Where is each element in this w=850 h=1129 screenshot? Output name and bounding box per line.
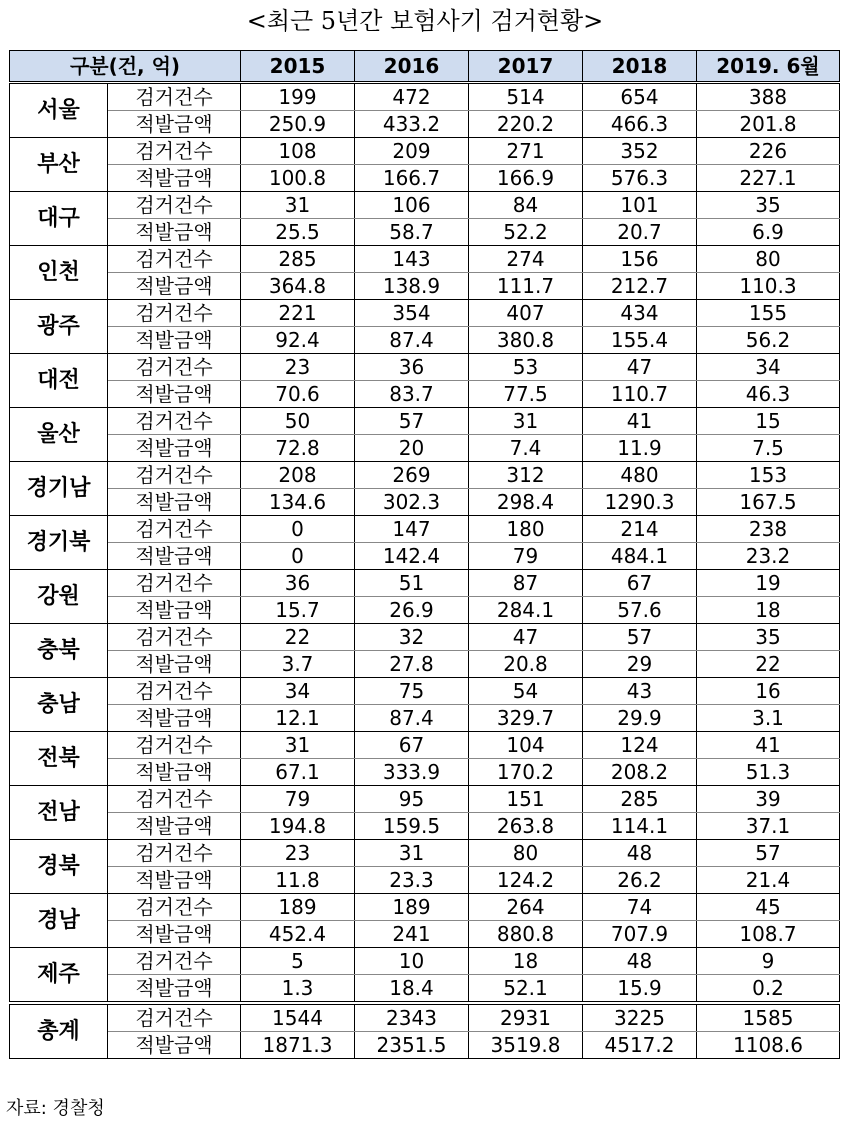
- amount-cell: 87.4: [355, 327, 469, 354]
- count-cell: 35: [697, 624, 840, 651]
- amount-cell: 29: [583, 651, 697, 678]
- amount-cell: 56.2: [697, 327, 840, 354]
- table-row: [10, 219, 840, 246]
- amount-cell: 155.4: [583, 327, 697, 354]
- table-row: [10, 273, 840, 300]
- metric-label-amount: 적발금액: [108, 597, 241, 624]
- amount-cell: 18: [697, 597, 840, 624]
- count-cell: 51: [355, 570, 469, 597]
- count-cell: 407: [469, 300, 583, 327]
- count-cell: 156: [583, 246, 697, 273]
- table-body: [10, 83, 840, 1059]
- count-cell: 74: [583, 894, 697, 921]
- amount-cell: 58.7: [355, 219, 469, 246]
- table-row: [10, 300, 840, 327]
- amount-cell: 3.1: [697, 705, 840, 732]
- region-cell: 충북: [10, 624, 108, 678]
- amount-cell: 37.1: [697, 813, 840, 840]
- amount-cell: 83.7: [355, 381, 469, 408]
- count-cell: 39: [697, 786, 840, 813]
- count-cell: 57: [583, 624, 697, 651]
- amount-cell: 27.8: [355, 651, 469, 678]
- count-cell: 5: [241, 948, 355, 975]
- metric-label-count: 검거건수: [108, 354, 241, 381]
- count-cell: 80: [469, 840, 583, 867]
- table-row: [10, 678, 840, 705]
- metric-label-amount: 적발금액: [108, 273, 241, 300]
- amount-cell: 380.8: [469, 327, 583, 354]
- count-cell: 271: [469, 138, 583, 165]
- metric-label-amount: 적발금액: [108, 489, 241, 516]
- count-cell: 41: [697, 732, 840, 759]
- table-row: [10, 327, 840, 354]
- metric-label-count: 검거건수: [108, 83, 241, 111]
- metric-label-amount: 적발금액: [108, 327, 241, 354]
- metric-label-amount: 적발금액: [108, 813, 241, 840]
- count-cell: 221: [241, 300, 355, 327]
- table-row: [10, 111, 840, 138]
- header-year: 2015: [241, 51, 355, 83]
- region-cell: 제주: [10, 948, 108, 1004]
- count-cell: 16: [697, 678, 840, 705]
- count-cell: 269: [355, 462, 469, 489]
- amount-cell: 212.7: [583, 273, 697, 300]
- count-cell: 654: [583, 83, 697, 111]
- region-cell: 광주: [10, 300, 108, 354]
- table-row: [10, 543, 840, 570]
- count-cell: 80: [697, 246, 840, 273]
- amount-cell: 110.3: [697, 273, 840, 300]
- amount-cell: 208.2: [583, 759, 697, 786]
- count-cell: 312: [469, 462, 583, 489]
- amount-cell: 70.6: [241, 381, 355, 408]
- count-cell: 209: [355, 138, 469, 165]
- region-cell: 대구: [10, 192, 108, 246]
- table-row: [10, 948, 840, 975]
- amount-cell: 26.9: [355, 597, 469, 624]
- metric-label-count: 검거건수: [108, 516, 241, 543]
- table-row: [10, 246, 840, 273]
- region-cell: 경남: [10, 894, 108, 948]
- metric-label-count: 검거건수: [108, 138, 241, 165]
- metric-label-count: 검거건수: [108, 894, 241, 921]
- amount-cell: 100.8: [241, 165, 355, 192]
- count-cell: 87: [469, 570, 583, 597]
- amount-cell: 166.7: [355, 165, 469, 192]
- amount-cell: 25.5: [241, 219, 355, 246]
- amount-cell: 26.2: [583, 867, 697, 894]
- count-cell: 108: [241, 138, 355, 165]
- table-row: [10, 705, 840, 732]
- count-cell: 34: [241, 678, 355, 705]
- metric-label-amount: 적발금액: [108, 921, 241, 948]
- amount-cell: 1871.3: [241, 1032, 355, 1059]
- count-cell: 34: [697, 354, 840, 381]
- metric-label-amount: 적발금액: [108, 651, 241, 678]
- amount-cell: 364.8: [241, 273, 355, 300]
- count-cell: 57: [697, 840, 840, 867]
- table-row: [10, 1032, 840, 1059]
- amount-cell: 20.8: [469, 651, 583, 678]
- metric-label-amount: 적발금액: [108, 111, 241, 138]
- count-cell: 226: [697, 138, 840, 165]
- amount-cell: 11.9: [583, 435, 697, 462]
- table-row: [10, 138, 840, 165]
- table-row: [10, 192, 840, 219]
- amount-cell: 250.9: [241, 111, 355, 138]
- metric-label-amount: 적발금액: [108, 1032, 241, 1059]
- metric-label-count: 검거건수: [108, 246, 241, 273]
- amount-cell: 11.8: [241, 867, 355, 894]
- count-cell: 84: [469, 192, 583, 219]
- amount-cell: 1290.3: [583, 489, 697, 516]
- table-row: [10, 975, 840, 1004]
- count-cell: 41: [583, 408, 697, 435]
- region-cell: 서울: [10, 83, 108, 138]
- amount-cell: 1108.6: [697, 1032, 840, 1059]
- amount-cell: 7.4: [469, 435, 583, 462]
- amount-cell: 12.1: [241, 705, 355, 732]
- table-row: [10, 867, 840, 894]
- count-cell: 104: [469, 732, 583, 759]
- amount-cell: 134.6: [241, 489, 355, 516]
- count-cell: 31: [241, 732, 355, 759]
- count-cell: 9: [697, 948, 840, 975]
- amount-cell: 110.7: [583, 381, 697, 408]
- amount-cell: 201.8: [697, 111, 840, 138]
- amount-cell: 298.4: [469, 489, 583, 516]
- metric-label-count: 검거건수: [108, 678, 241, 705]
- amount-cell: 6.9: [697, 219, 840, 246]
- metric-label-amount: 적발금액: [108, 759, 241, 786]
- amount-cell: 114.1: [583, 813, 697, 840]
- count-cell: 53: [469, 354, 583, 381]
- region-cell: 경기남: [10, 462, 108, 516]
- count-cell: 1585: [697, 1003, 840, 1032]
- table-row: [10, 759, 840, 786]
- header-year: 2018: [583, 51, 697, 83]
- amount-cell: 57.6: [583, 597, 697, 624]
- count-cell: 354: [355, 300, 469, 327]
- amount-cell: 51.3: [697, 759, 840, 786]
- amount-cell: 87.4: [355, 705, 469, 732]
- amount-cell: 77.5: [469, 381, 583, 408]
- count-cell: 147: [355, 516, 469, 543]
- table-row: [10, 786, 840, 813]
- count-cell: 189: [355, 894, 469, 921]
- count-cell: 47: [469, 624, 583, 651]
- amount-cell: 166.9: [469, 165, 583, 192]
- count-cell: 189: [241, 894, 355, 921]
- table-row: [10, 435, 840, 462]
- amount-cell: 576.3: [583, 165, 697, 192]
- amount-cell: 23.2: [697, 543, 840, 570]
- region-cell: 총계: [10, 1003, 108, 1059]
- region-cell: 강원: [10, 570, 108, 624]
- count-cell: 47: [583, 354, 697, 381]
- metric-label-count: 검거건수: [108, 732, 241, 759]
- header-year: 2019. 6월: [697, 51, 840, 83]
- count-cell: 208: [241, 462, 355, 489]
- amount-cell: 20: [355, 435, 469, 462]
- metric-label-amount: 적발금액: [108, 705, 241, 732]
- amount-cell: 79: [469, 543, 583, 570]
- table-row: [10, 894, 840, 921]
- amount-cell: 227.1: [697, 165, 840, 192]
- table-row: [10, 354, 840, 381]
- table-row: [10, 462, 840, 489]
- count-cell: 151: [469, 786, 583, 813]
- amount-cell: 284.1: [469, 597, 583, 624]
- table-row: [10, 921, 840, 948]
- count-cell: 15: [697, 408, 840, 435]
- table-row: [10, 83, 840, 111]
- amount-cell: 302.3: [355, 489, 469, 516]
- table-title: <최근 5년간 보험사기 검거현황>: [246, 7, 604, 35]
- metric-label-amount: 적발금액: [108, 219, 241, 246]
- metric-label-count: 검거건수: [108, 408, 241, 435]
- metric-label-amount: 적발금액: [108, 543, 241, 570]
- metric-label-amount: 적발금액: [108, 867, 241, 894]
- table-row: [10, 570, 840, 597]
- amount-cell: 52.1: [469, 975, 583, 1004]
- amount-cell: 52.2: [469, 219, 583, 246]
- count-cell: 238: [697, 516, 840, 543]
- amount-cell: 92.4: [241, 327, 355, 354]
- amount-cell: 124.2: [469, 867, 583, 894]
- table-row: [10, 516, 840, 543]
- count-cell: 388: [697, 83, 840, 111]
- amount-cell: 23.3: [355, 867, 469, 894]
- amount-cell: 1.3: [241, 975, 355, 1004]
- fraud-table: [9, 50, 840, 1059]
- count-cell: 36: [241, 570, 355, 597]
- amount-cell: 433.2: [355, 111, 469, 138]
- count-cell: 352: [583, 138, 697, 165]
- metric-label-count: 검거건수: [108, 300, 241, 327]
- count-cell: 274: [469, 246, 583, 273]
- count-cell: 106: [355, 192, 469, 219]
- count-cell: 153: [697, 462, 840, 489]
- table-row: [10, 408, 840, 435]
- amount-cell: 452.4: [241, 921, 355, 948]
- count-cell: 180: [469, 516, 583, 543]
- header-row: [10, 51, 840, 83]
- header-year: 2017: [469, 51, 583, 83]
- count-cell: 45: [697, 894, 840, 921]
- count-cell: 264: [469, 894, 583, 921]
- metric-label-amount: 적발금액: [108, 975, 241, 1004]
- region-cell: 충남: [10, 678, 108, 732]
- table-row: [10, 381, 840, 408]
- amount-cell: 111.7: [469, 273, 583, 300]
- count-cell: 79: [241, 786, 355, 813]
- metric-label-count: 검거건수: [108, 948, 241, 975]
- table-row: [10, 651, 840, 678]
- amount-cell: 21.4: [697, 867, 840, 894]
- amount-cell: 22: [697, 651, 840, 678]
- amount-cell: 466.3: [583, 111, 697, 138]
- count-cell: 101: [583, 192, 697, 219]
- amount-cell: 18.4: [355, 975, 469, 1004]
- amount-cell: 29.9: [583, 705, 697, 732]
- amount-cell: 220.2: [469, 111, 583, 138]
- amount-cell: 4517.2: [583, 1032, 697, 1059]
- metric-label-count: 검거건수: [108, 462, 241, 489]
- amount-cell: 241: [355, 921, 469, 948]
- count-cell: 54: [469, 678, 583, 705]
- header-category: 구분(건, 억): [10, 51, 241, 83]
- table-row: [10, 840, 840, 867]
- amount-cell: 108.7: [697, 921, 840, 948]
- metric-label-count: 검거건수: [108, 192, 241, 219]
- count-cell: 32: [355, 624, 469, 651]
- count-cell: 18: [469, 948, 583, 975]
- count-cell: 35: [697, 192, 840, 219]
- count-cell: 48: [583, 840, 697, 867]
- count-cell: 285: [583, 786, 697, 813]
- amount-cell: 0.2: [697, 975, 840, 1004]
- amount-cell: 329.7: [469, 705, 583, 732]
- table-row: [10, 1003, 840, 1032]
- region-cell: 전북: [10, 732, 108, 786]
- count-cell: 143: [355, 246, 469, 273]
- table-row: [10, 624, 840, 651]
- amount-cell: 20.7: [583, 219, 697, 246]
- region-cell: 대전: [10, 354, 108, 408]
- amount-cell: 46.3: [697, 381, 840, 408]
- table-row: [10, 489, 840, 516]
- amount-cell: 170.2: [469, 759, 583, 786]
- count-cell: 472: [355, 83, 469, 111]
- amount-cell: 15.9: [583, 975, 697, 1004]
- amount-cell: 707.9: [583, 921, 697, 948]
- count-cell: 67: [355, 732, 469, 759]
- count-cell: 10: [355, 948, 469, 975]
- metric-label-count: 검거건수: [108, 840, 241, 867]
- count-cell: 0: [241, 516, 355, 543]
- metric-label-count: 검거건수: [108, 786, 241, 813]
- metric-label-count: 검거건수: [108, 1003, 241, 1032]
- amount-cell: 484.1: [583, 543, 697, 570]
- count-cell: 214: [583, 516, 697, 543]
- region-cell: 울산: [10, 408, 108, 462]
- region-cell: 경북: [10, 840, 108, 894]
- count-cell: 2343: [355, 1003, 469, 1032]
- count-cell: 155: [697, 300, 840, 327]
- table-row: [10, 813, 840, 840]
- region-cell: 부산: [10, 138, 108, 192]
- count-cell: 50: [241, 408, 355, 435]
- count-cell: 67: [583, 570, 697, 597]
- count-cell: 2931: [469, 1003, 583, 1032]
- header-year: 2016: [355, 51, 469, 83]
- metric-label-amount: 적발금액: [108, 165, 241, 192]
- count-cell: 1544: [241, 1003, 355, 1032]
- table-row: [10, 597, 840, 624]
- region-cell: 경기북: [10, 516, 108, 570]
- count-cell: 75: [355, 678, 469, 705]
- amount-cell: 159.5: [355, 813, 469, 840]
- amount-cell: 72.8: [241, 435, 355, 462]
- amount-cell: 138.9: [355, 273, 469, 300]
- amount-cell: 142.4: [355, 543, 469, 570]
- count-cell: 514: [469, 83, 583, 111]
- table-row: [10, 732, 840, 759]
- amount-cell: 194.8: [241, 813, 355, 840]
- amount-cell: 333.9: [355, 759, 469, 786]
- table-row: [10, 165, 840, 192]
- count-cell: 23: [241, 840, 355, 867]
- count-cell: 36: [355, 354, 469, 381]
- count-cell: 480: [583, 462, 697, 489]
- amount-cell: 880.8: [469, 921, 583, 948]
- count-cell: 31: [355, 840, 469, 867]
- count-cell: 285: [241, 246, 355, 273]
- count-cell: 434: [583, 300, 697, 327]
- metric-label-amount: 적발금액: [108, 381, 241, 408]
- count-cell: 31: [241, 192, 355, 219]
- count-cell: 23: [241, 354, 355, 381]
- amount-cell: 0: [241, 543, 355, 570]
- amount-cell: 15.7: [241, 597, 355, 624]
- count-cell: 95: [355, 786, 469, 813]
- amount-cell: 263.8: [469, 813, 583, 840]
- amount-cell: 3.7: [241, 651, 355, 678]
- count-cell: 3225: [583, 1003, 697, 1032]
- count-cell: 43: [583, 678, 697, 705]
- metric-label-count: 검거건수: [108, 570, 241, 597]
- amount-cell: 2351.5: [355, 1032, 469, 1059]
- count-cell: 22: [241, 624, 355, 651]
- source-note: 자료: 경찰청: [6, 1098, 105, 1119]
- count-cell: 19: [697, 570, 840, 597]
- amount-cell: 167.5: [697, 489, 840, 516]
- count-cell: 31: [469, 408, 583, 435]
- count-cell: 48: [583, 948, 697, 975]
- count-cell: 199: [241, 83, 355, 111]
- region-cell: 전남: [10, 786, 108, 840]
- amount-cell: 67.1: [241, 759, 355, 786]
- metric-label-count: 검거건수: [108, 624, 241, 651]
- metric-label-amount: 적발금액: [108, 435, 241, 462]
- amount-cell: 7.5: [697, 435, 840, 462]
- amount-cell: 3519.8: [469, 1032, 583, 1059]
- region-cell: 인천: [10, 246, 108, 300]
- count-cell: 124: [583, 732, 697, 759]
- count-cell: 57: [355, 408, 469, 435]
